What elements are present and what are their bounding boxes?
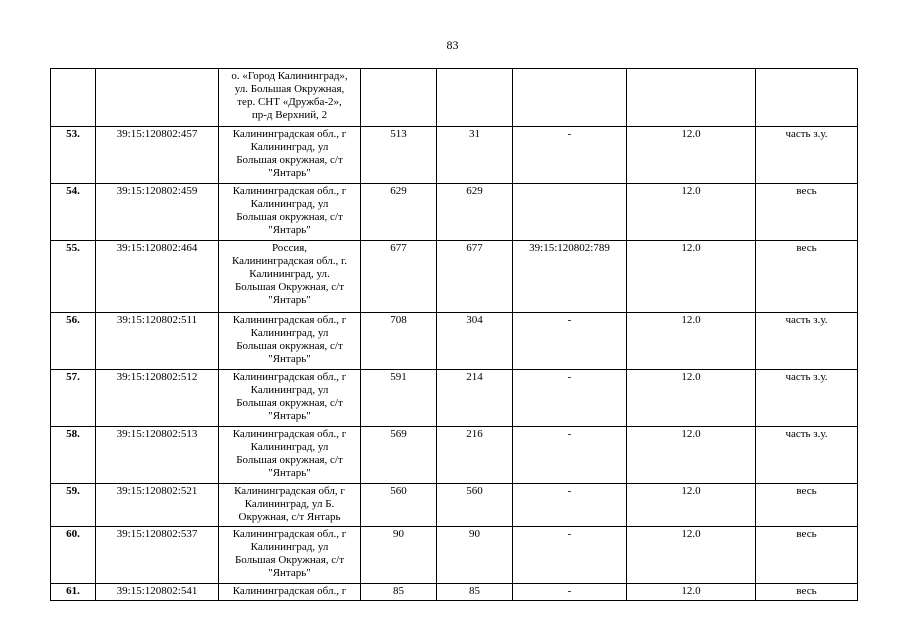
address: Калининградская обл., г Калининград, ул Большая окружная, с/т "Янтарь" — [219, 427, 361, 484]
related-object: - — [513, 127, 627, 184]
row-number: 60. — [51, 527, 96, 584]
area-part: 629 — [437, 184, 513, 241]
area-total: 90 — [361, 527, 437, 584]
cadastral-number: 39:15:120802:541 — [96, 584, 219, 601]
land-plots-table — [50, 68, 858, 601]
area-total: 85 — [361, 584, 437, 601]
cadastral-number: 39:15:120802:511 — [96, 313, 219, 370]
address: Калининградская обл., г — [219, 584, 361, 601]
area-total: 708 — [361, 313, 437, 370]
extent: часть з.у. — [756, 370, 858, 427]
area-total: 569 — [361, 427, 437, 484]
area-part: 560 — [437, 484, 513, 527]
address: Россия, Калининградская обл., г. Калининград, ул. Большая Окружная, с/т "Янтарь" — [219, 241, 361, 313]
table-row — [51, 69, 858, 127]
related-object — [513, 69, 627, 127]
cadastral-number: 39:15:120802:464 — [96, 241, 219, 313]
area-total: 513 — [361, 127, 437, 184]
address: Калининградская обл, г Калининград, ул Б. Окружная, с/т Янтарь — [219, 484, 361, 527]
related-object: - — [513, 527, 627, 584]
table-row — [51, 370, 858, 427]
height — [627, 69, 756, 127]
area-total: 560 — [361, 484, 437, 527]
row-number: 58. — [51, 427, 96, 484]
extent: весь — [756, 241, 858, 313]
table-row — [51, 484, 858, 527]
table-row — [51, 427, 858, 484]
row-number: 57. — [51, 370, 96, 427]
extent: часть з.у. — [756, 427, 858, 484]
area-total: 591 — [361, 370, 437, 427]
area-part — [437, 69, 513, 127]
row-number: 54. — [51, 184, 96, 241]
height: 12.0 — [627, 427, 756, 484]
related-object: - — [513, 584, 627, 601]
area-part: 85 — [437, 584, 513, 601]
extent: весь — [756, 184, 858, 241]
extent: весь — [756, 527, 858, 584]
cadastral-number: 39:15:120802:457 — [96, 127, 219, 184]
cadastral-number: 39:15:120802:513 — [96, 427, 219, 484]
table-row — [51, 241, 858, 313]
row-number: 56. — [51, 313, 96, 370]
table-row — [51, 184, 858, 241]
height: 12.0 — [627, 527, 756, 584]
table-row — [51, 313, 858, 370]
row-number: 61. — [51, 584, 96, 601]
related-object: 39:15:120802:789 — [513, 241, 627, 313]
area-part: 304 — [437, 313, 513, 370]
cadastral-number: 39:15:120802:512 — [96, 370, 219, 427]
area-part: 214 — [437, 370, 513, 427]
table-row — [51, 584, 858, 601]
height: 12.0 — [627, 127, 756, 184]
area-part: 90 — [437, 527, 513, 584]
cadastral-number: 39:15:120802:521 — [96, 484, 219, 527]
cadastral-number: 39:15:120802:537 — [96, 527, 219, 584]
row-number: 55. — [51, 241, 96, 313]
row-number: 59. — [51, 484, 96, 527]
extent: весь — [756, 584, 858, 601]
height: 12.0 — [627, 584, 756, 601]
height: 12.0 — [627, 241, 756, 313]
area-total — [361, 69, 437, 127]
area-total: 677 — [361, 241, 437, 313]
table-row — [51, 527, 858, 584]
address: Калининградская обл., г Калининград, ул Большая окружная, с/т "Янтарь" — [219, 313, 361, 370]
page-number: 83 — [446, 38, 459, 52]
area-part: 31 — [437, 127, 513, 184]
extent — [756, 69, 858, 127]
height: 12.0 — [627, 184, 756, 241]
area-part: 216 — [437, 427, 513, 484]
related-object: - — [513, 484, 627, 527]
cadastral-number: 39:15:120802:459 — [96, 184, 219, 241]
address: Калининградская обл., г Калининград, ул Большая Окружная, с/т "Янтарь" — [219, 527, 361, 584]
extent: часть з.у. — [756, 127, 858, 184]
area-part: 677 — [437, 241, 513, 313]
height: 12.0 — [627, 370, 756, 427]
height: 12.0 — [627, 484, 756, 527]
related-object: - — [513, 427, 627, 484]
address: Калининградская обл., г Калининград, ул Большая окружная, с/т "Янтарь" — [219, 184, 361, 241]
address: Калининградская обл., г Калининград, ул Большая окружная, с/т "Янтарь" — [219, 127, 361, 184]
table-row — [51, 127, 858, 184]
row-number: 53. — [51, 127, 96, 184]
cadastral-number — [96, 69, 219, 127]
area-total: 629 — [361, 184, 437, 241]
related-object: - — [513, 370, 627, 427]
related-object — [513, 184, 627, 241]
height: 12.0 — [627, 313, 756, 370]
address: Калининградская обл., г Калининград, ул Большая окружная, с/т "Янтарь" — [219, 370, 361, 427]
address: о. «Город Калининград», ул. Большая Окружная, тер. СНТ «Дружба-2», пр-д Верхний, 2 — [219, 69, 361, 127]
extent: весь — [756, 484, 858, 527]
row-number — [51, 69, 96, 127]
extent: часть з.у. — [756, 313, 858, 370]
related-object: - — [513, 313, 627, 370]
